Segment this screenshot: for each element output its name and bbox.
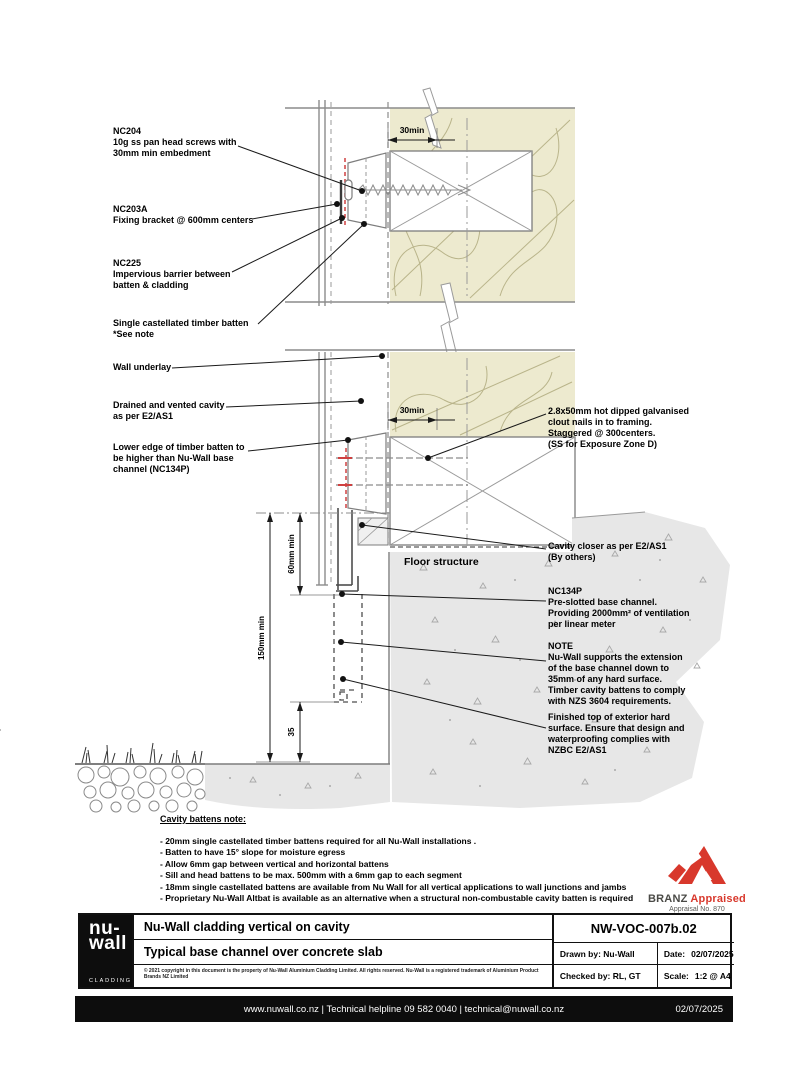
ground-gravel <box>75 743 205 812</box>
top-detail-linework <box>285 88 575 306</box>
label-lower-edge: Lower edge of timber batten to be higher than Nu-Wall base channel (NC134P) <box>113 442 245 474</box>
label-nc203a: NC203A Fixing bracket @ 600mm centers <box>113 204 254 225</box>
label-finished-top: Finished top of exterior hard surface. Ensure that design and waterproofing complies with NZBC E2/AS1 <box>548 712 685 755</box>
cavity-note-item: - Sill and head battens to be max. 500mm with a 6mm gap to each segment <box>160 870 462 880</box>
copyright-text: © 2021 copyright in this document is the property of Nu-Wall Aluminium Cladding Limited. All rights reserved. Nu-Wall is a registered trademark of Aluminium Product Brands NZ Limited <box>143 968 539 980</box>
vertical-dimensions <box>256 513 390 762</box>
branz-logo-icon <box>666 840 728 887</box>
cavity-note-item: - 18mm single castellated battens are available from Nu Wall for all vertical applications to wall junctions and jambs <box>160 881 627 892</box>
label-nc225: NC225 Impervious barrier between batten & cladding <box>113 258 231 290</box>
cavity-note-item: - 20mm single castellated timber battens required for all Nu-Wall installations . <box>160 835 477 846</box>
scale-value: 1:2 @ A4 <box>694 971 731 982</box>
branz-words: BRANZ Appraised <box>648 893 746 905</box>
footer-date: 02/07/2025 <box>675 1003 723 1015</box>
footer-bar <box>75 996 733 1022</box>
base-channel <box>336 508 358 591</box>
drawing-title-2: Typical base channel over concrete slab <box>134 940 552 965</box>
label-cavity-closer: Cavity closer as per E2/AS1 (By others) <box>548 541 667 562</box>
branz-appraised-mark <box>642 840 752 913</box>
drawn-by-cell: Drawn by: Nu-Wall <box>554 943 658 964</box>
title-block-middle <box>132 915 552 987</box>
branz-appraisal-number: Appraisal No. 870 <box>669 906 725 913</box>
label-nc204-code: NC204 <box>113 126 142 136</box>
dim-30min-top: 30min <box>399 125 425 135</box>
cavity-note-item: - Allow 6mm gap between vertical and horizontal battens <box>160 858 389 869</box>
label-nc204: NC204 10g ss pan head screws with 30mm min embedment <box>113 126 237 158</box>
date-cell: Date: 02/07/2025 <box>663 948 734 959</box>
cavity-note-title: Cavity battens note: <box>160 814 247 824</box>
label-clout-nails: 2.8x50mm hot dipped galvanised clout nails in to framing. Staggered @ 300centers. (SS for Exposure Zone D) <box>548 406 690 449</box>
label-wall-underlay: Wall underlay <box>113 362 172 372</box>
checked-by-cell: Checked by: RL, GT <box>554 965 658 987</box>
label-note-code: NOTE <box>548 641 574 651</box>
title-block-right <box>552 915 734 987</box>
label-floor-structure: Floor structure <box>404 556 479 568</box>
dim-30min-mid: 30min <box>399 405 425 415</box>
label-nc203a-code: NC203A <box>113 204 148 214</box>
drawing-title-1: Nu-Wall cladding vertical on cavity <box>134 915 552 940</box>
cavity-battens-note <box>160 814 633 905</box>
label-nc225-code: NC225 <box>113 258 142 268</box>
nuwall-logo: nu- wall CLADDING <box>80 915 132 987</box>
label-nc134p: NC134P Pre-slotted base channel. Providing 2000mm² of ventilation per linear meter <box>548 586 690 629</box>
drawing-number: NW-VOC-007b.02 <box>554 915 734 943</box>
scale-cell: Scale: 1:2 @ A4 <box>663 971 731 982</box>
cavity-note-item: - Proprietary Nu-Wall Altbat is available as an alternative when a structural non-combustable cavity batten is required <box>160 893 634 903</box>
label-drained-cavity: Drained and vented cavity as per E2/AS1 <box>113 400 225 421</box>
dim-150mm: 150mm min <box>257 615 266 661</box>
date-value: 02/07/2025 <box>691 948 734 959</box>
channel-extension-dashed <box>334 594 362 702</box>
footer-contact: www.nuwall.co.nz | Technical helpline 09 582 0040 | technical@nuwall.co.nz <box>243 1003 565 1015</box>
grass-tufts <box>82 743 202 763</box>
label-single-batten: Single castellated timber batten *See note <box>113 318 249 339</box>
cavity-note-item: - Batten to have 15° slope for moisture egress <box>160 847 346 857</box>
dim-35: 35 <box>287 727 296 737</box>
label-nc134p-code: NC134P <box>548 586 583 596</box>
title-block <box>78 913 732 989</box>
label-note: NOTE Nu-Wall supports the extension of the base channel down to 35mm of any hard surface. Timber cavity battens to comply with NZS 3604 requirements. <box>548 641 686 706</box>
dim-60mm: 60mm min <box>287 534 296 574</box>
